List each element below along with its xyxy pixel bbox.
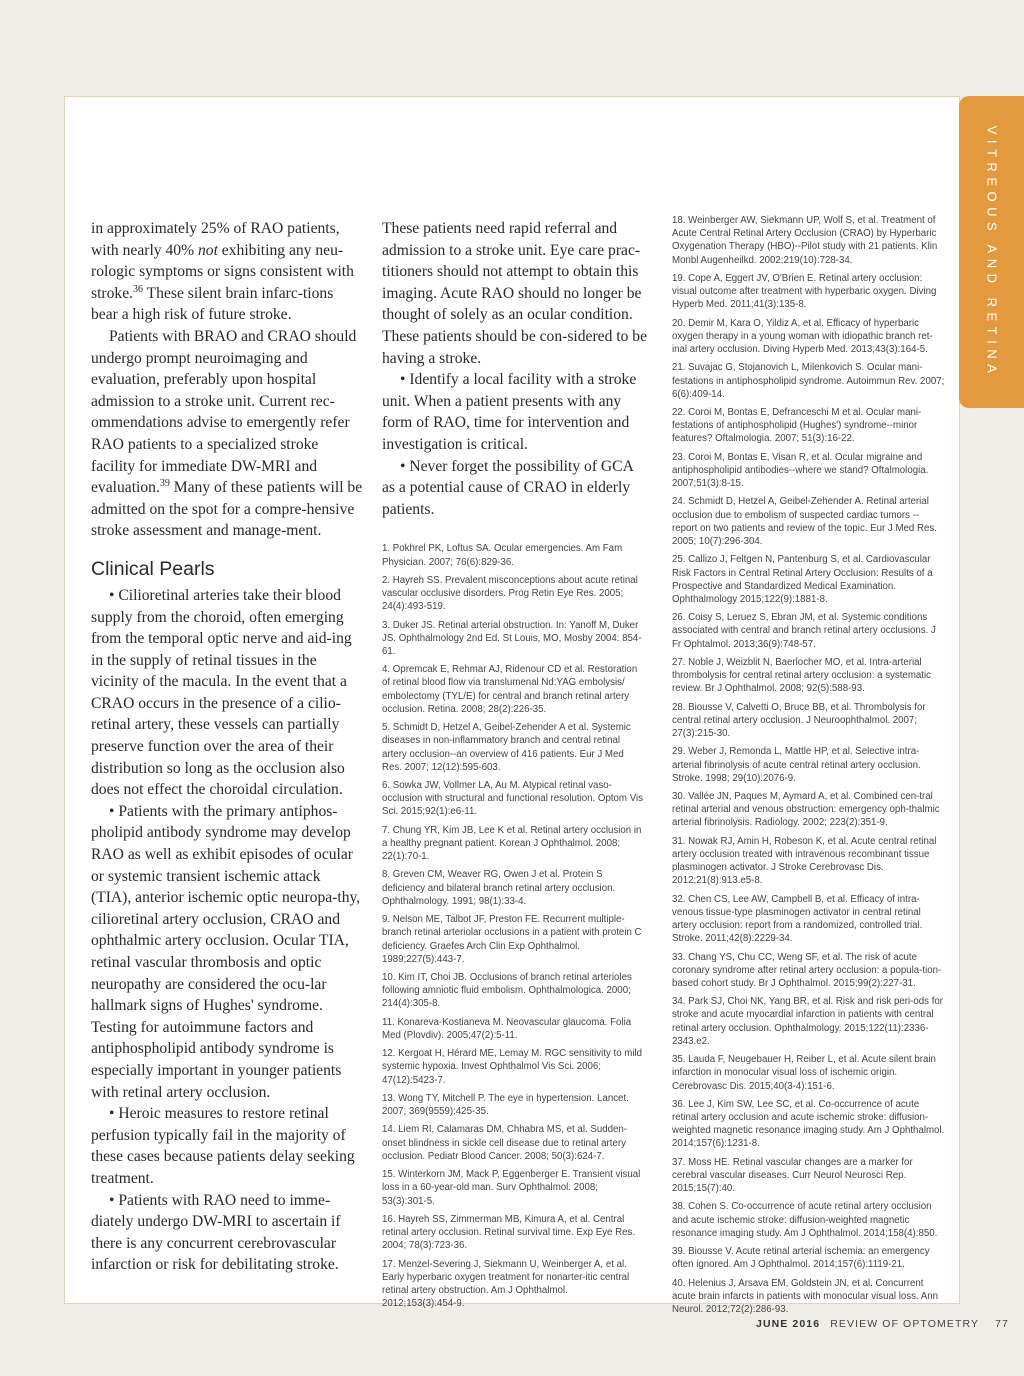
reference-item: 35. Lauda F, Neugebauer H, Reiber L, et al. Acute silent brain infarction in monocular visual loss of ischemic origin. Cerebrovasc Dis. 2015;40(3-4):151-6. (672, 1054, 936, 1092)
reference-item: 14. Liem RI, Calamaras DM, Chhabra MS, et al. Sudden-onset blindness in sickle cell disease due to retinal artery occlusion. Pediatr Blood Cancer. 2008; 50(3):624-7. (382, 1124, 627, 1162)
reference-item: 10. Kim IT, Choi JB. Occlusions of branch retinal arterioles following amniotic fluid embolism. Ophthalmologica. 2000; 214(4):305-8. (382, 972, 632, 1010)
section-tab (959, 96, 1024, 408)
pearl-bullet: • Never forget the possibility of GCA as a potential cause of CRAO in elderly patients. (382, 457, 633, 518)
page-footer (756, 1318, 1009, 1330)
reference-item: 11. Konareva-Kostianeva M. Neovascular glaucoma. Folia Med (Plovdiv). 2005;47(2):5-11. (382, 1016, 632, 1041)
reference-item: 25. Callizo J, Feltgen N, Pantenburg S, et al. Cardiovascular Risk Factors in Central Retinal Artery Occlusion: Results of a Prospective and Standardized Medical Examination. Ophthalmology 2015;122(9):1881-8. (672, 554, 933, 605)
pearl-bullet: • Cilioretinal arteries take their blood supply from the choroid, often emerging from the temporal optic nerve and aid-ing in the supply of retinal tissues in the vicinity of the macula. In the event that a CRAO occurs in the presence of a cilio-retinal artery, these vessels can partially preserve function over the area of their distribution so long as the occlusion also does not effect the choroidal circulation. (91, 586, 352, 799)
reference-item: 20. Demir M, Kara O, Yildiz A, et al. Efficacy of hyperbaric oxygen therapy in a young woman with idiopathic branch ret-inal artery occlusion. Diving Hyperb Med. 2013;43(3):164-5. (672, 317, 933, 356)
reference-item: 29. Weber J, Remonda L, Mattle HP, et al. Selective intra-arterial fibrinolysis of acute central retinal artery occlusion. Stroke. 1998; 29(10):2076-9. (672, 746, 921, 784)
reference-item: 27. Noble J, Weizblit N, Baerlocher MO, et al. Intra-arterial thrombolysis for central retinal artery occlusion: a systematic review. Br J Ophthalmol. 2008; 92(5):588-93. (672, 656, 931, 695)
reference-list (672, 214, 950, 1316)
reference-item: 31. Nowak RJ, Amin H, Robeson K, et al. Acute central retinal artery occlusion treated with intravenous recombinant tissue plasminogen activator. J Stroke Cerebrovasc Dis. 2012;21(8):913.e5-8. (672, 835, 937, 887)
reference-item: 7. Chung YR, Kim JB, Lee K et al. Retinal artery occlusion in a healthy pregnant patient. Korean J Ophthalmol. 2008; 22(1):70-1. (382, 824, 642, 863)
pearl-bullet: • Identify a local facility with a stroke unit. When a patient presents with any form of RAO, time for intervention and investigation is critical. (382, 371, 637, 453)
reference-list (382, 542, 648, 1310)
reference-item: 34. Park SJ, Choi NK, Yang BR, et al. Risk and risk peri-ods for stroke and acute myocardial infarction in patients with central retinal artery occlusion. Ophthalmology. 2015;122(11):2336-2343.e2. (672, 996, 944, 1047)
reference-item: 18. Weinberger AW, Siekmann UP, Wolf S, et al. Treatment of Acute Central Retinal Artery Occlusion (CRAO) by Hyperbaric Oxygenation Therapy (HBO)--Pilot study with 21 patients. Klin Monbl Augenheilkd. 2002;219(10):728-34. (672, 215, 938, 266)
reference-item: 36. Lee J, Kim SW, Lee SC, et al. Co-occurrence of acute retinal artery occlusion and acute ischemic stroke: diffusion-weighted magnetic resonance imaging study. Am J Ophthalmol. 2014;157(6):1231-8. (672, 1098, 945, 1150)
reference-item: 39. Biousse V. Acute retinal arterial ischemia: an emergency often ignored. Am J Ophthalmol. 2014;157(6):1119-21. (672, 1246, 930, 1271)
reference-item: 21. Suvajac G, Stojanovich L, Milenkovich S. Ocular mani-festations in antiphospholipid syndrome. Autoimmun Rev. 2007; 6(6):409-14. (672, 362, 945, 400)
reference-item: 22. Coroi M, Bontas E, Defranceschi M et al. Ocular mani-festations of antiphospholipid (Hughes') syndrome--minor features? Oftalmologia. 2007; 51(3):16-22. (672, 407, 922, 445)
reference-item: 33. Chang YS, Chu CC, Weng SF, et al. The risk of acute coronary syndrome after retinal artery occlusion: a popula-tion-based cohort study. Br J Ophthalmol. 2015;99(2):227-31. (672, 951, 942, 989)
reference-item: 16. Hayreh SS, Zimmerman MB, Kimura A, et al. Central retinal artery occlusion. Retinal survival time. Exp Eye Res. 2004; 78(3):723-36. (382, 1213, 636, 1252)
reference-item: 40. Helenius J, Arsava EM, Goldstein JN, et al. Concurrent acute brain infarcts in patients with monocular visual loss. Ann Neurol. 2012;72(2):286-93. (672, 1277, 939, 1316)
page-number: 77 (995, 1318, 1009, 1330)
reference-item: 13. Wong TY, Mitchell P. The eye in hypertension. Lancet. 2007; 369(9559):425-35. (382, 1092, 629, 1118)
reference-item: 1. Pokhrel PK, Loftus SA. Ocular emergencies. Am Fam Physician. 2007; 76(6):829-36. (382, 543, 623, 568)
reference-item: 17. Menzel-Severing J, Siekmann U, Weinberger A, et al. Early hyperbaric oxygen treatment for nonarter-itic central retinal artery obstruction. Am J Ophthalmol. 2012;153(3):454-9. (382, 1258, 630, 1310)
reference-item: 8. Greven CM, Weaver RG, Owen J et al. Protein S deficiency and bilateral branch retinal artery occlusion. Ophthalmology. 1991; 98(1):33-4. (382, 869, 616, 907)
body-paragraph: Patients with BRAO and CRAO should undergo prompt neuroimaging and evaluation, preferably upon hospital admission to a stroke unit. Current rec-ommendations advise to emergently refer RAO patients to a specialized stroke facility for immediate DW-MRI and evaluation.$^{39}$ Many of these patients will be admitted on the spot for a compre-hensive stroke assessment and manage-ment. (91, 327, 363, 540)
article-column-2 (382, 218, 648, 1315)
reference-item: 19. Cope A, Eggert JV, O'Brien E. Retinal artery occlusion: visual outcome after treatment with hyperbaric oxygen. Diving Hyperb Med. 2011;41(3):135-8. (672, 272, 937, 311)
pearl-bullet: • Patients with the primary antiphos-pholipid antibody syndrome may develop RAO as well as exhibit episodes of ocular or systemic transient ischemic attack (TIA), anterior ischemic optic neuropa-thy, cilioretinal artery occlusion, CRAO and ophthalmic artery occlusion. Ocular TIA, retinal vascular thrombosis and optic neuropathy are considered the ocu-lar hallmark signs of Hughes' syndrome. Testing for autoimmune factors and antiphospholipid antibody syndrome is especially important in younger patients with retinal artery occlusion. (91, 802, 361, 1101)
journal-name: REVIEW OF OPTOMETRY (830, 1318, 980, 1330)
reference-item: 23. Coroi M, Bontas E, Visan R, et al. Ocular migraine and antiphospholipid antibodies--where we stand? Oftalmologia. 2007;51(3):8-15. (672, 451, 929, 490)
reference-item: 38. Cohen S. Co-occurrence of acute retinal artery occlusion and acute ischemic stroke: diffusion-weighted magnetic resonance imaging study. Am J Ophthalmol. 2014;158(4):850. (672, 1201, 938, 1239)
reference-item: 37. Moss HE. Retinal vascular changes are a marker for cerebral vascular diseases. Curr Neurol Neurosci Rep. 2015;15(7):40. (672, 1156, 913, 1195)
reference-item: 12. Kergoat H, Hérard ME, Lemay M. RGC sensitivity to mild systemic hypoxia. Invest Ophthalmol Vis Sci. 2006; 47(12):5423-7. (382, 1048, 643, 1086)
reference-item: 26. Coisy S, Leruez S, Ebran JM, et al. Systemic conditions associated with central and branch retinal artery occlusions. J Fr Ophtalmol. 2013;36(9):748-57. (672, 612, 936, 650)
reference-item: 5. Schmidt D, Hetzel A, Geibel-Zehender A et al. Systemic diseases in non-inflammatory branch and central retinal artery occlusion--an overview of 416 patients. Eur J Med Res. 2007; 12(12):595-603. (382, 722, 631, 773)
reference-item: 2. Hayreh SS. Prevalent misconceptions about acute retinal vascular occlusive disorders. Prog Retin Eye Res. 2005; 24(4):493-519. (382, 574, 638, 613)
body-paragraph: in approximately 25% of RAO patients, with nearly 40% not exhibiting any neu-rologic symptoms or signs consistent with stroke.$^{36}$ These silent brain infarc-tions bear a high risk of future stroke. (91, 220, 354, 324)
issue-date: JUNE 2016 (756, 1318, 821, 1330)
section-heading-clinical-pearls: Clinical Pearls (91, 557, 215, 580)
reference-item: 9. Nelson ME, Talbot JF, Preston FE. Recurrent multiple-branch retinal arteriolar occlusions in a patient with protein C deficiency. Graefes Arch Clin Exp Ophthalmol. 1989;227(5):443-7. (382, 914, 642, 965)
reference-item: 15. Winterkorn JM, Mack P, Eggenberger E. Transient visual loss in a 60-year-old man. Surv Ophthalmol. 2008; 53(3):301-5. (382, 1169, 641, 1207)
pearl-bullet: • Patients with RAO need to imme-diately undergo DW-MRI to ascertain if there is any concurrent cerebrovascular infarction or risk for debilitating stroke. (91, 1191, 341, 1274)
reference-item: 3. Duker JS. Retinal arterial obstruction. In: Yanoff M, Duker JS. Ophthalmology 2nd Ed. St Louis, MO, Mosby 2004: 854-61. (382, 619, 642, 657)
reference-item: 32. Chen CS, Lee AW, Campbell B, et al. Efficacy of intra-venous tissue-type plasminogen activator in central retinal artery occlusion: report from a randomized, controlled trial. Stroke. 2011;42(8):2229-34. (672, 893, 923, 945)
reference-item: 28. Biousse V, Calvetti O, Bruce BB, et al. Thrombolysis for central retinal artery occlusion. J Neuroophthalmol. 2007; 27(3):215-30. (672, 701, 926, 740)
article-column-1 (91, 218, 363, 1276)
reference-item: 30. Vallée JN, Paques M, Aymard A, et al. Combined cen-tral retinal arterial and venous obstruction: emergency oph-thalmic arterial fibrinolysis. Radiology. 2002; 223(2):351-9. (672, 791, 940, 829)
body-paragraph: These patients need rapid referral and admission to a stroke unit. Eye care prac-titioners should not attempt to obtain this imaging. Acute RAO should no longer be thought of solely as an ocular condition. These patients should be con-sidered to be having a stroke. (382, 220, 648, 367)
section-tab-label: VITREOUS AND RETINA (984, 125, 999, 379)
article-column-3 (672, 214, 950, 1321)
reference-item: 24. Schmidt D, Hetzel A, Geibel-Zehender A. Retinal arterial occlusion due to embolism of suspected cardiac tumors -- report on two patients and review of the topic. Eur J Med Res. 2005; 10(7):296-304. (672, 496, 937, 548)
pearl-bullet: • Heroic measures to restore retinal perfusion typically fail in the majority of these cases because patients delay seeking treatment. (91, 1105, 355, 1187)
reference-item: 6. Sowka JW, Vollmer LA, Au M. Atypical retinal vaso-occlusion with structural and functional resolution. Optom Vis Sci. 2015;92(1):e6-11. (382, 780, 643, 818)
reference-item: 4. Opremcak E, Rehmar AJ, Ridenour CD et al. Restoration of retinal blood flow via translumenal Nd:YAG embolysis/ embolectomy (TYL/E) for central and branch retinal artery occlusion. Retina. 2008; 28(2):226-35. (382, 664, 638, 715)
